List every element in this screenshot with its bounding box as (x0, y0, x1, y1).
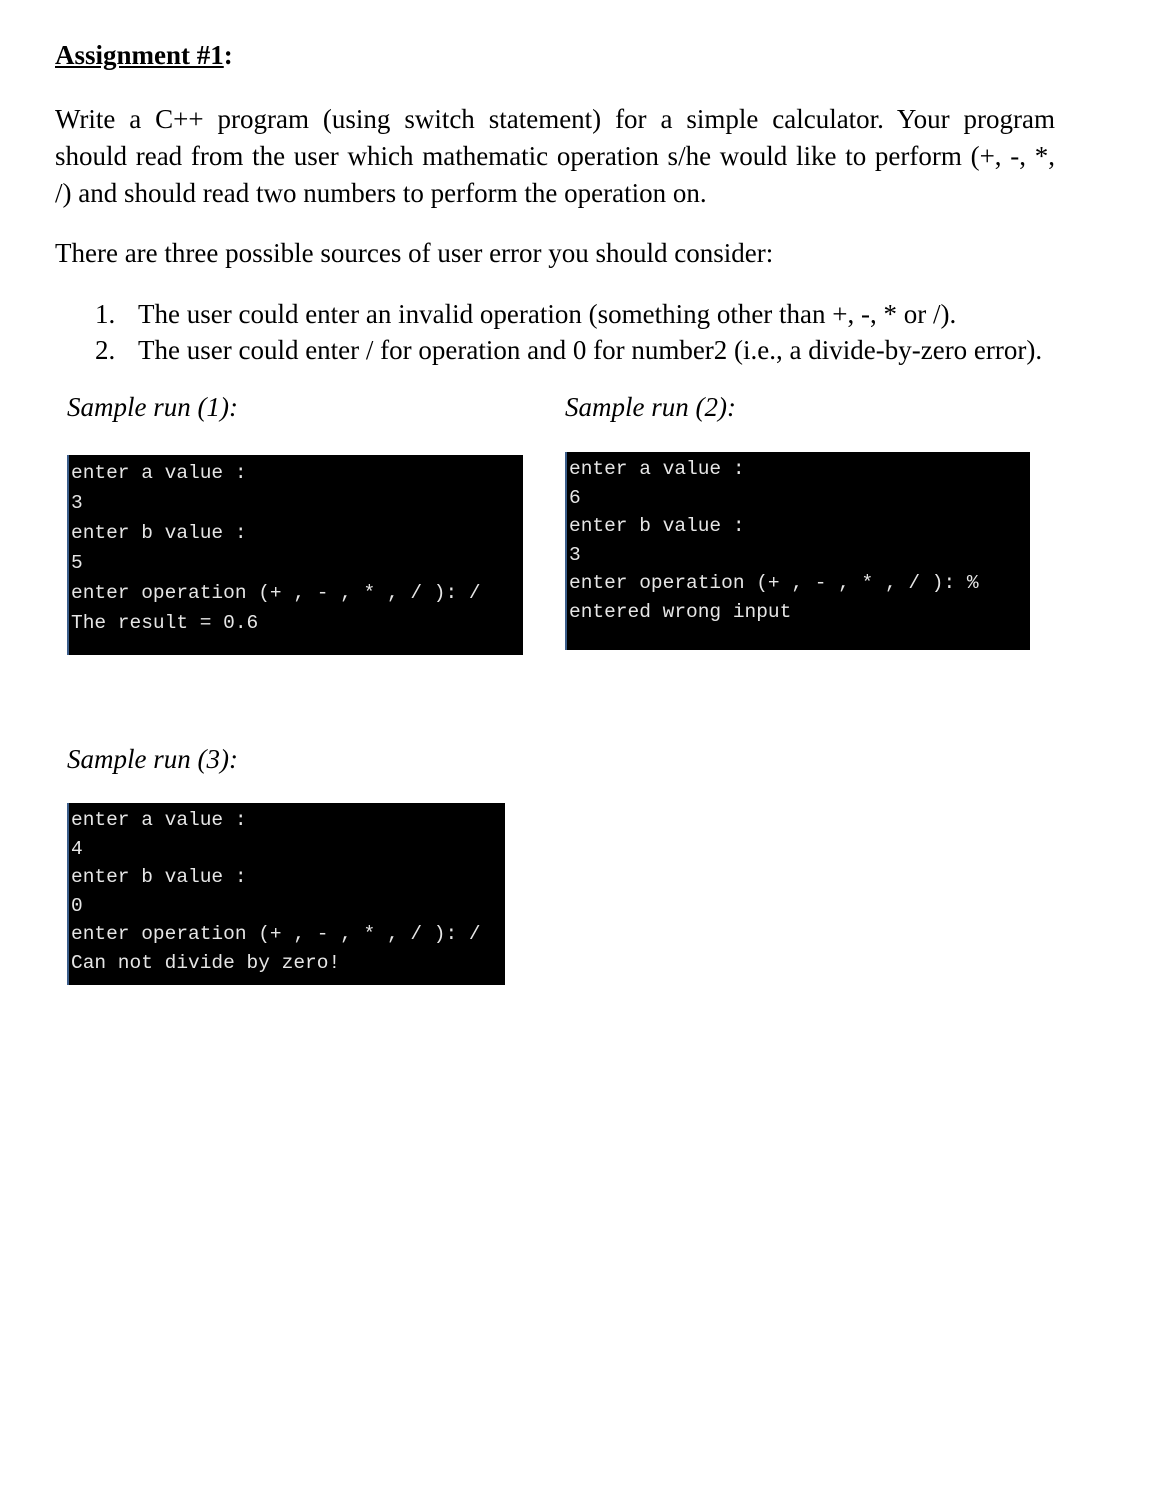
console-line: 3 (71, 492, 83, 514)
console-line: entered wrong input (569, 600, 792, 623)
list-item-number: 2. (95, 335, 116, 365)
assignment-title-colon: : (223, 40, 233, 70)
task-description (55, 101, 1055, 212)
console-line: enter operation (+ , - , * , / ): % (569, 572, 979, 594)
list-item (95, 332, 1042, 368)
list-item-text: The user could enter / for operation and 0 for number2 (i.e., a divide-by-zero error). (138, 335, 1043, 365)
console-line: 3 (569, 543, 581, 566)
sample-run-1-caption: Sample run (1): (67, 392, 238, 422)
console-line: enter a value : (569, 458, 745, 480)
list-item-text: The user could enter an invalid operation (something other than +, -, * or /). (138, 299, 957, 329)
list-item-number: 1. (95, 299, 116, 329)
task-description-line: /) and should read two numbers to perform the operation on. (55, 178, 707, 208)
sample-run-3-console (67, 803, 505, 985)
assignment-title (55, 40, 233, 71)
console-line: 0 (71, 894, 83, 917)
list-item (95, 296, 1042, 332)
console-line: enter a value : (71, 809, 247, 831)
sample-run-2-caption: Sample run (2): (565, 392, 736, 422)
console-line: 4 (71, 837, 83, 860)
console-line: The result = 0.6 (71, 612, 259, 634)
console-line: enter a value : (71, 462, 247, 484)
error-intro: There are three possible sources of user error you should consider: (55, 238, 774, 268)
console-line: enter b value : (569, 515, 745, 537)
task-description-line: should read from the user which mathematic operation s/he would like to perform (+, -, *, (55, 141, 1055, 171)
assignment-title-text: Assignment #1 (55, 40, 224, 70)
console-line: enter operation (+ , - , * , / ): / (71, 582, 481, 604)
sample-run-3-caption: Sample run (3): (67, 744, 238, 774)
task-description-line: Write a C++ program (using switch statement) for a simple calculator. Your program (55, 104, 1055, 134)
console-line: enter b value : (71, 522, 247, 544)
console-line: enter operation (+ , - , * , / ): / (71, 923, 481, 945)
console-line: 5 (71, 552, 83, 574)
sample-run-2-console (565, 452, 1030, 650)
error-list (95, 296, 1042, 368)
console-line: 6 (569, 486, 581, 509)
console-line: enter b value : (71, 866, 247, 888)
console-line: Can not divide by zero! (71, 951, 341, 974)
sample-run-1-console (67, 455, 523, 655)
